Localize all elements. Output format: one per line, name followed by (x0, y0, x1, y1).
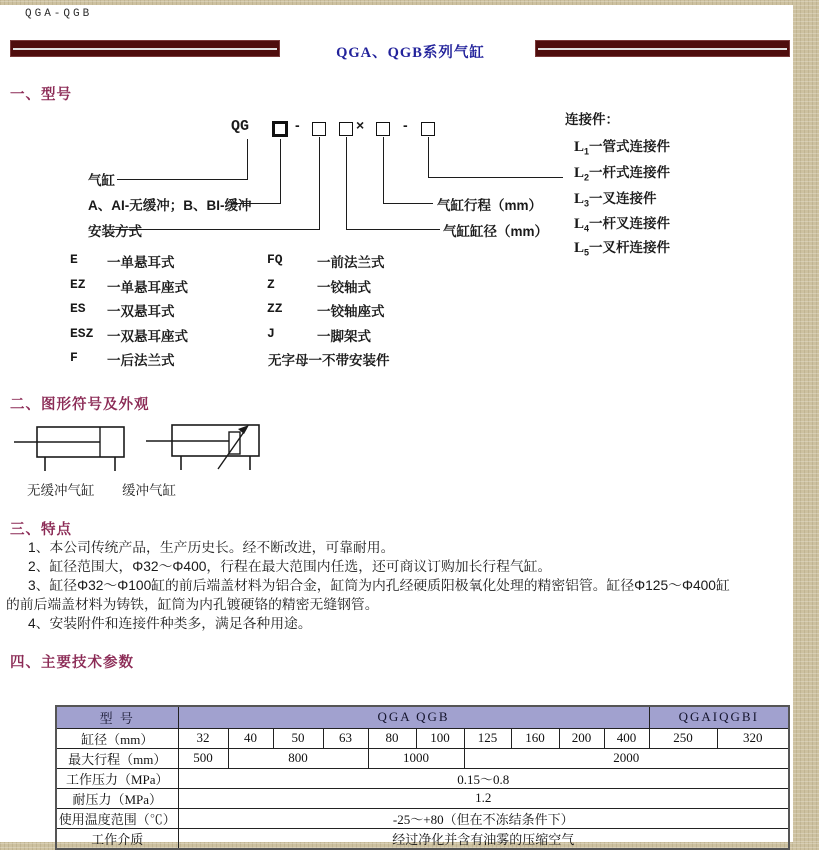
header-bar-right (535, 40, 790, 57)
doc-code: QGA-QGB (25, 8, 93, 20)
model-separator-dash2: - (403, 117, 408, 133)
section-3-heading: 三、特点 (10, 522, 72, 538)
label-mounting: 安装方式 (88, 224, 142, 239)
mount-code-fq: FQ (267, 252, 283, 267)
stroke-value: 2000 (464, 748, 789, 768)
connector-line (346, 137, 347, 229)
mount-label-es: 一双悬耳式 (107, 304, 175, 319)
mount-code-esz: ESZ (70, 326, 94, 341)
mount-label-fq: 一前法兰式 (317, 255, 385, 270)
feature-line: 4、安装附件和连接件种类多，满足各种用途。 (28, 616, 312, 631)
proof-pressure-row (56, 788, 789, 808)
mount-code-es: ES (70, 301, 86, 316)
connector-item-l5: $L_5$一叉杆连接件 (574, 240, 671, 258)
tech-params-table (55, 705, 790, 850)
connector-label: 一叉杆连接件 (589, 240, 671, 255)
stroke-row (56, 748, 789, 768)
header-series-qgai-qgbi: QGAIQGBI (649, 706, 789, 728)
connector-label: 一杆式连接件 (589, 165, 671, 180)
section-2-heading: 二、图形符号及外观 (10, 397, 150, 413)
connector-code: L (574, 240, 585, 256)
connector-line (428, 137, 429, 177)
stroke-value: 1000 (368, 748, 464, 768)
connector-line (428, 177, 563, 178)
mount-label-f: 一后法兰式 (107, 353, 175, 368)
catalog-page (0, 5, 793, 847)
bar-inner-line (538, 48, 787, 50)
bore-value: 50 (273, 728, 323, 748)
label-stroke: 气缸行程（mm） (437, 198, 543, 213)
mount-label-esz: 一双悬耳座式 (107, 329, 188, 344)
row-label: 工作介质 (56, 828, 178, 849)
row-label: 最大行程（mm） (56, 748, 178, 768)
connector-line (117, 179, 248, 180)
feature-line-continuation: 的前后端盖材料为铸铁，缸筒为内孔镀硬铬的精密无缝钢管。 (6, 597, 379, 612)
mount-label-e: 一单悬耳式 (107, 255, 175, 270)
pressure-row (56, 768, 789, 788)
mount-code-e: E (70, 252, 78, 267)
mount-code-z: Z (267, 277, 275, 292)
medium-row (56, 828, 789, 849)
connector-item-l3: $L_3$一叉连接件 (574, 191, 657, 209)
bore-value: 40 (228, 728, 273, 748)
connector-line (383, 203, 433, 204)
bore-value: 125 (464, 728, 511, 748)
mount-label-z: 一铰轴式 (317, 280, 371, 295)
header-series-qga-qgb: QGA QGB (178, 706, 649, 728)
bar-inner-line (13, 48, 277, 50)
mount-code-f: F (70, 350, 78, 365)
connector-line (247, 139, 248, 179)
connector-code: L (574, 139, 585, 155)
cushioned-cylinder-symbol (146, 419, 266, 474)
connector-line (319, 137, 320, 229)
model-prefix: QG (231, 118, 250, 135)
stroke-value: 800 (228, 748, 368, 768)
connector-line (114, 229, 320, 230)
plain-cylinder-symbol (14, 424, 126, 474)
connector-code: L (574, 191, 585, 207)
section-1-heading: 一、型号 (10, 87, 72, 103)
row-label: 耐压力（MPa） (56, 788, 178, 808)
bore-value: 32 (178, 728, 228, 748)
feature-line: 2、缸径范围大，Φ32～Φ400，行程在最大范围内任选，还可商议订购加长行程气缸。 (28, 559, 552, 574)
stroke-value: 500 (178, 748, 228, 768)
connector-label: 一叉连接件 (589, 191, 657, 206)
bore-value: 400 (604, 728, 649, 748)
cushioned-cylinder-label: 缓冲气缸 (122, 483, 176, 498)
page-title: QGA、QGB系列气缸 (336, 45, 485, 61)
bore-value: 200 (559, 728, 604, 748)
label-bore: 气缸缸径（mm） (443, 224, 549, 239)
mount-code-zz: ZZ (267, 301, 283, 316)
bore-row (56, 728, 789, 748)
connector-label: 一管式连接件 (589, 139, 671, 154)
connector-line (280, 139, 281, 203)
connector-line (346, 229, 440, 230)
model-box-mounting (312, 122, 326, 136)
bore-value: 160 (511, 728, 559, 748)
pressure-value: 0.15～0.8 (178, 768, 789, 788)
connector-label: 一杆叉连接件 (589, 216, 671, 231)
connector-code: L (574, 165, 585, 181)
connector-item-l1: $L_1$一管式连接件 (574, 139, 671, 157)
connectors-title: 连接件： (565, 112, 619, 127)
mount-label-ez: 一单悬耳座式 (107, 280, 188, 295)
medium-value: 经过净化并含有油雾的压缩空气 (178, 828, 789, 849)
temperature-row (56, 808, 789, 828)
model-box-connector (421, 122, 435, 136)
feature-line: 3、缸径Φ32～Φ100缸的前后端盖材料为铝合金，缸筒为内孔经硬质阳极氧化处理的精密铝管。缸径Φ125～Φ400缸 (28, 578, 730, 593)
label-cylinder: 气缸 (88, 173, 115, 188)
table-header-row (56, 706, 789, 728)
bore-value: 63 (323, 728, 368, 748)
mount-label-j: 一脚架式 (317, 329, 371, 344)
section-4-heading: 四、主要技术参数 (10, 655, 134, 671)
features-list (6, 538, 806, 633)
row-label: 使用温度范围（℃） (56, 808, 178, 828)
mount-label-none: 无字母一不带安装件 (268, 353, 390, 368)
temperature-value: -25～+80（但在不冻结条件下） (178, 808, 789, 828)
label-cushion-codes: A、AI-无缓冲；B、BI-缓冲 (88, 198, 252, 213)
model-box-cushion (272, 121, 288, 137)
model-separator-x: × (356, 117, 365, 133)
bore-value: 320 (717, 728, 789, 748)
bore-value: 80 (368, 728, 416, 748)
connector-code: L (574, 216, 585, 232)
model-separator-dash: - (295, 117, 300, 133)
plain-cylinder-label: 无缓冲气缸 (27, 483, 95, 498)
connector-item-l4: $L_4$一杆叉连接件 (574, 216, 671, 234)
header-model: 型 号 (56, 706, 178, 728)
row-label: 工作压力（MPa） (56, 768, 178, 788)
model-box-bore (339, 122, 353, 136)
mount-code-j: J (267, 326, 275, 341)
feature-line: 1、本公司传统产品，生产历史长。经不断改进，可靠耐用。 (28, 540, 395, 555)
bore-value: 250 (649, 728, 717, 748)
connector-line (383, 137, 384, 203)
bore-value: 100 (416, 728, 464, 748)
header-bar-left (10, 40, 280, 57)
proof-pressure-value: 1.2 (178, 788, 789, 808)
mount-code-ez: EZ (70, 277, 86, 292)
connector-item-l2: $L_2$一杆式连接件 (574, 165, 671, 183)
model-box-stroke (376, 122, 390, 136)
row-label: 缸径（mm） (56, 728, 178, 748)
mount-label-zz: 一铰轴座式 (317, 304, 385, 319)
